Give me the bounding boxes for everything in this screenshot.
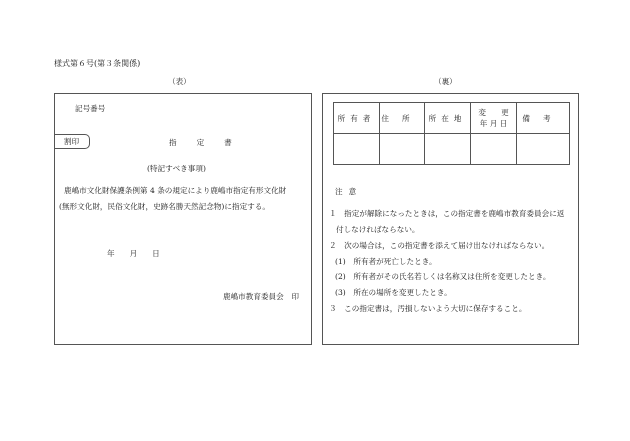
date-line: 年月日	[107, 249, 175, 258]
header-change-date	[471, 103, 517, 134]
front-panel	[54, 93, 312, 345]
document-title: 指定書	[169, 138, 252, 147]
note-1-continued: 付しなければならない。	[336, 225, 420, 234]
special-notes-label: (特記すべき事項)	[147, 164, 206, 173]
issuer-line: 鹿嶋市教育委員会 印	[223, 292, 299, 301]
back-panel	[322, 93, 579, 345]
form-title: 様式第６号(第３条関係)	[54, 59, 141, 68]
table-cell	[471, 134, 517, 165]
note-2-item-3: (3) 所在の場所を変更したとき。	[335, 288, 452, 297]
table-cell	[425, 134, 471, 165]
change-record-table	[333, 102, 570, 165]
note-2-item-1: (1) 所有者が死亡したとき。	[335, 257, 437, 266]
notes-heading: 注意	[335, 187, 363, 196]
designation-text-line-2: (無形文化財，民俗文化財，史跡名勝天然記念物)に指定する。	[59, 202, 270, 211]
header-change-label: 変 更	[478, 108, 509, 117]
note-2: ２ 次の場合は，この指定書を添えて届け出なければならない。	[329, 241, 550, 250]
header-address: 住所	[380, 103, 425, 134]
seal-tab: 割印	[54, 134, 90, 149]
table-cell	[380, 134, 425, 165]
note-3: ３ この指定書は，汚損しないよう大切に保存すること。	[329, 304, 527, 313]
header-date-label: 年 月 日	[479, 119, 508, 128]
header-remarks: 備考	[517, 103, 570, 134]
back-side-label: （裏）	[434, 77, 457, 86]
front-side-label: （表）	[168, 77, 191, 86]
note-1: １ 指定が解除になったときは，この指定書を鹿嶋市教育委員会に返	[329, 209, 565, 218]
designation-text-line-1: 鹿嶋市文化財保護条例第 4 条の規定により鹿嶋市指定有形文化財	[64, 186, 287, 195]
record-number-label: 記号番号	[75, 104, 106, 113]
note-2-item-2: (2) 所有者がその氏名若しくは名称又は住所を変更したとき。	[335, 272, 551, 281]
header-location: 所在地	[425, 103, 471, 134]
table-cell	[334, 134, 380, 165]
table-cell	[517, 134, 570, 165]
header-owner: 所有者	[334, 103, 380, 134]
